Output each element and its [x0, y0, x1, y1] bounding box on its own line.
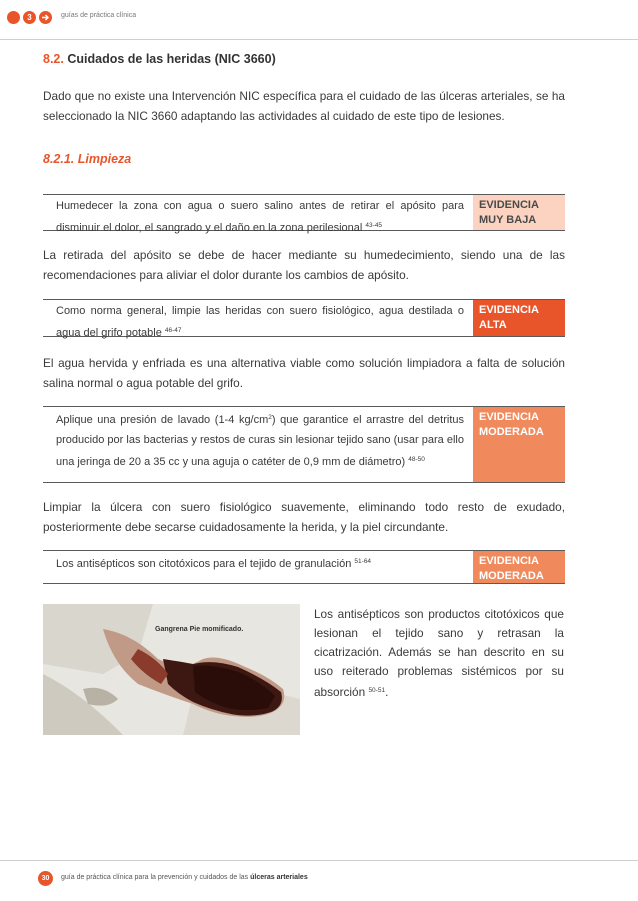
- gangrene-foot-photo: [43, 604, 300, 735]
- recommendation-box: [43, 550, 565, 584]
- intro-paragraph: Dado que no existe una Intervención NIC específica para el cuidado de las úlceras arteriales, se ha seleccionado la NIC 3660 adaptando las actividades al cuidado de este tipo de lesiones.: [43, 89, 565, 123]
- recommendation-box: [43, 406, 565, 483]
- header-dot-icon: [7, 11, 20, 24]
- evidence-badge: EVIDENCIA ALTA: [473, 300, 565, 336]
- subsection-number: 8.2.1.: [43, 152, 75, 166]
- paragraph: Limpiar la úlcera con suero fisiológico suavemente, eliminando todo resto de exudado, posteriormente debe secarse cuidadosamente la herida, y la piel circundante.: [43, 500, 565, 534]
- reference: 50-51: [368, 687, 386, 694]
- evidence-badge: EVIDENCIA MODERADA: [473, 551, 565, 583]
- reference: 43-45: [365, 222, 383, 229]
- photo-caption: Gangrena Pie momificado.: [155, 626, 244, 633]
- recommendation-text: Como norma general, limpie las heridas con suero fisiológico, agua destilada o agua del grifo potable $^{46-47}$: [43, 300, 473, 336]
- recommendation-text: Aplique una presión de lavado (1-4 $kg/cm^2$) que garantice el arrastre del detritus producido por las bacterias y restos de curas sin lesionar tejido sano (usar para ello una jeringa de 20 a 35 cc y una aguja o catéter de 0,9 mm de diámetro) $^{48-50}$: [43, 407, 473, 482]
- reference: 48-50: [408, 456, 425, 463]
- reference: 46-47: [164, 327, 182, 334]
- recommendation-text: Los antisépticos son citotóxicos para el tejido de granulación $^{51-64}$: [43, 551, 473, 583]
- page-number: 30: [38, 871, 53, 886]
- recommendation-box: [43, 299, 565, 337]
- page-footer: [0, 860, 638, 901]
- chapter-badge: 3: [23, 11, 36, 24]
- evidence-badge: EVIDENCIA MUY BAJA: [473, 195, 565, 230]
- header-title: guías de práctica clínica: [61, 12, 137, 19]
- section-title: Cuidados de las heridas (NIC 3660): [67, 52, 276, 66]
- section-number: 8.2.: [43, 52, 64, 66]
- page-header: [0, 0, 638, 40]
- subsection-title: Limpieza: [77, 152, 132, 166]
- evidence-badge: EVIDENCIA MODERADA: [473, 407, 565, 482]
- subsection-heading: [43, 152, 131, 166]
- arrow-right-icon: [39, 11, 52, 24]
- recommendation-text: Humedecer la zona con agua o suero salino antes de retirar el apósito para disminuir el dolor, el sangrado y el daño en la zona perilesional $^{43-45}$: [43, 195, 473, 230]
- reference: 51-64: [354, 558, 372, 565]
- paragraph: La retirada del apósito se debe de hacer mediante su humedecimiento, siendo una de las recomendaciones para aliviar el dolor durante los cambios de apósito.: [43, 248, 565, 282]
- side-paragraph: Los antisépticos son productos citotóxicos que lesionan el tejido sano y retrasan la cicatrización. Además se han descrito en su uso reiterado problemas sistémicos por su absorción $^{50-51}$.: [314, 607, 564, 699]
- footer-text: guía de práctica clínica para la prevención y cuidados de las úlceras arteriales: [61, 874, 308, 881]
- paragraph: El agua hervida y enfriada es una alternativa viable como solución limpiadora a falta de solución salina normal o agua potable del grifo.: [43, 356, 565, 390]
- recommendation-box: [43, 194, 565, 234]
- section-heading: [43, 52, 276, 66]
